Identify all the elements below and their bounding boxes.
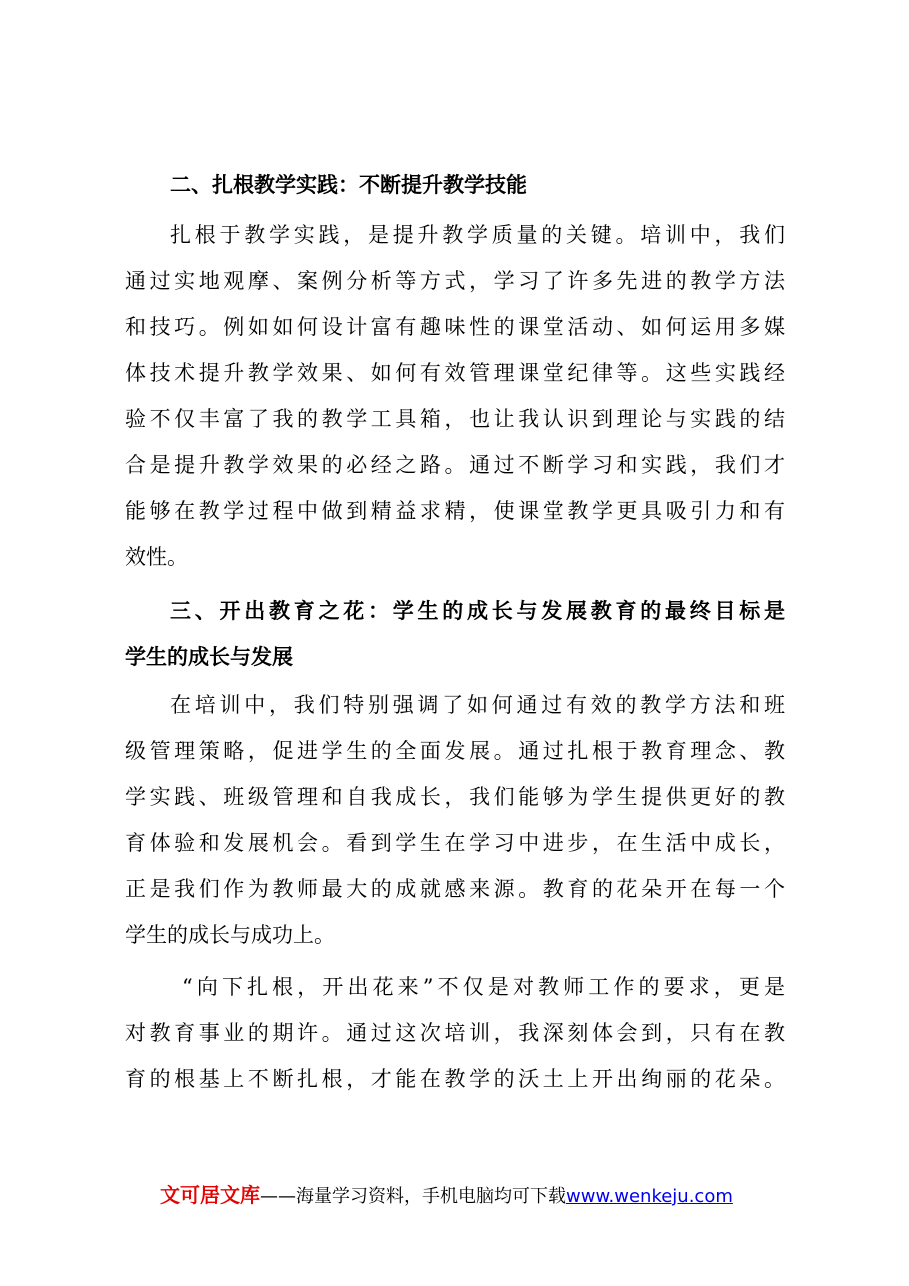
section-2-paragraph-line: 能够在教学过程中做到精益求精，使课堂教学更具吸引力和有	[125, 499, 785, 523]
section-2-paragraph-line: 通过实地观摩、案例分析等方式，学习了许多先进的教学方法	[125, 269, 785, 293]
website-link[interactable]: www.wenkeju.com	[566, 1186, 733, 1207]
brand-name: 文可居文库	[160, 1183, 260, 1207]
section-3-paragraph-line: 育体验和发展机会。看到学生在学习中进步，在生活中成长，	[125, 831, 785, 855]
section-3-heading: 三、开出教育之花：学生的成长与发展教育的最终目标是	[170, 599, 785, 623]
section-2-paragraph-line: 合是提升教学效果的必经之路。通过不断学习和实践，我们才	[125, 453, 785, 477]
footer	[160, 1182, 733, 1210]
section-3-paragraph-line: 级管理策略，促进学生的全面发展。通过扎根于教育理念、教	[125, 739, 785, 763]
section-2-paragraph-line: 和技巧。例如如何设计富有趣味性的课堂活动、如何运用多媒	[125, 315, 785, 339]
section-2-paragraph-line: 效性。	[125, 545, 188, 569]
closing-paragraph-line: “向下扎根，开出花来”不仅是对教师工作的要求，更是	[182, 975, 785, 999]
footer-tagline: ——海量学习资料，手机电脑均可下载	[260, 1186, 566, 1207]
closing-paragraph-line: 对教育事业的期许。通过这次培训，我深刻体会到，只有在教	[125, 1021, 785, 1045]
section-3-paragraph-line: 在培训中，我们特别强调了如何通过有效的教学方法和班	[170, 693, 785, 717]
section-2-paragraph-line: 体技术提升教学效果、如何有效管理课堂纪律等。这些实践经	[125, 361, 785, 385]
section-3-heading: 学生的成长与发展	[125, 645, 293, 669]
section-2-paragraph-line: 验不仅丰富了我的教学工具箱，也让我认识到理论与实践的结	[125, 407, 785, 431]
closing-paragraph-line: 育的根基上不断扎根，才能在教学的沃土上开出绚丽的花朵。	[125, 1067, 785, 1091]
section-3-paragraph-line: 正是我们作为教师最大的成就感来源。教育的花朵开在每一个	[125, 877, 785, 901]
section-2-heading: 二、扎根教学实践：不断提升教学技能	[170, 173, 527, 197]
section-3-paragraph-line: 学实践、班级管理和自我成长，我们能够为学生提供更好的教	[125, 785, 785, 809]
section-3-paragraph-line: 学生的成长与成功上。	[125, 923, 335, 947]
section-2-paragraph-line: 扎根于教学实践，是提升教学质量的关键。培训中，我们	[170, 223, 785, 247]
